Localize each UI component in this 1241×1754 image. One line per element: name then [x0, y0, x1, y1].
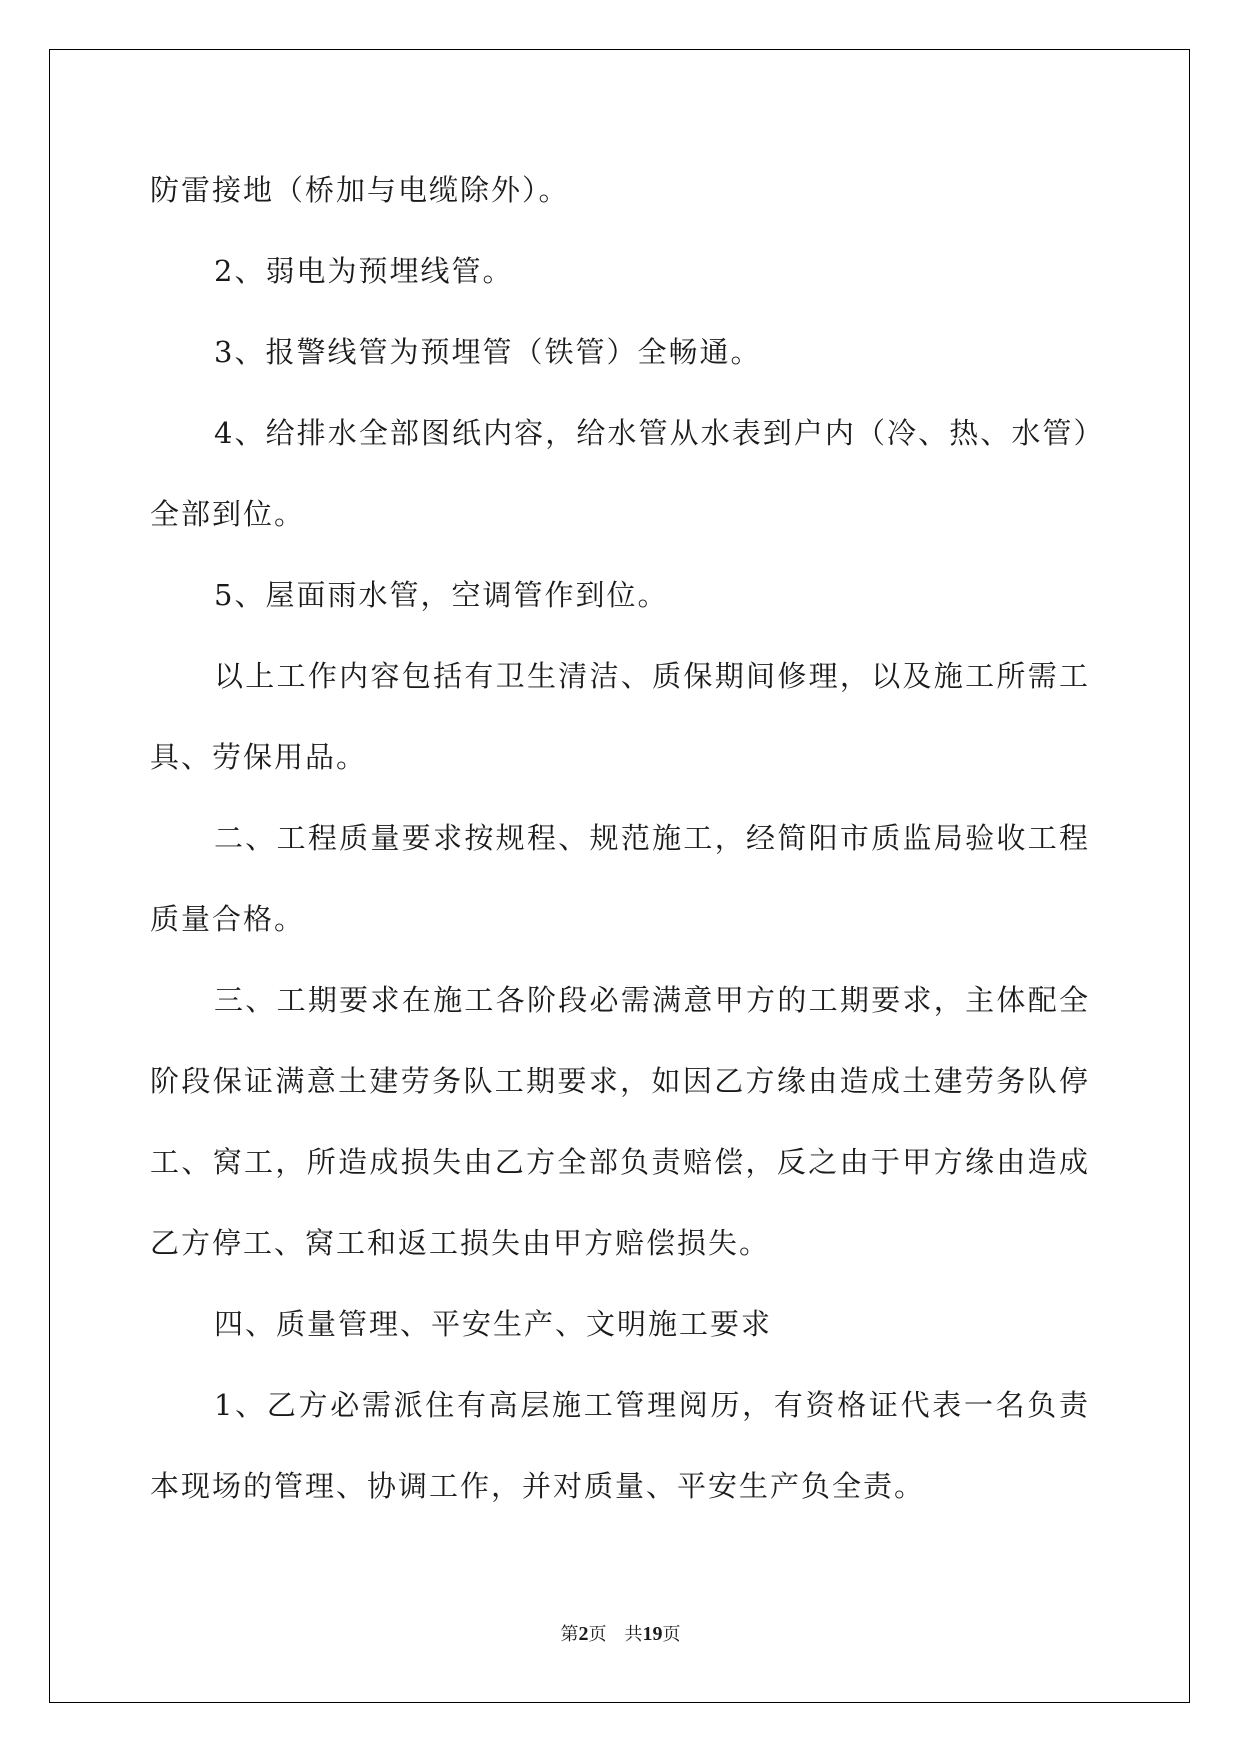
total-prefix: 共	[624, 1624, 643, 1645]
total-pages: 19	[642, 1623, 663, 1645]
paragraph: 2、弱电为预埋线管。	[214, 254, 514, 288]
page-suffix: 页	[588, 1624, 607, 1645]
paragraph: 4、给排水全部图纸内容，给水管从水表到户内（冷、热、水管）全部到位。	[150, 416, 1090, 531]
paragraph: 3、报警线管为预埋管（铁管）全畅通。	[214, 335, 762, 369]
total-suffix: 页	[662, 1624, 681, 1645]
paragraph: 防雷接地（桥加与电缆除外）。	[150, 173, 570, 207]
paragraph: 以上工作内容包括有卫生清洁、质保期间修理，以及施工所需工具、劳保用品。	[150, 659, 1090, 774]
page-prefix: 第	[560, 1624, 579, 1645]
paragraph: 四、质量管理、平安生产、文明施工要求	[214, 1307, 773, 1341]
paragraph: 二、工程质量要求按规程、规范施工，经简阳市质监局验收工程质量合格。	[150, 821, 1090, 936]
document-body	[150, 150, 1090, 1527]
paragraph: 三、工期要求在施工各阶段必需满意甲方的工期要求，主体配全阶段保证满意土建劳务队工期要求，如因乙方缘由造成土建劳务队停工、窝工，所造成损失由乙方全部负责赔偿，反之由于甲方缘由造成乙方停工、窝工和返工损失由甲方赔偿损失。	[150, 983, 1090, 1260]
paragraph: 1、乙方必需派住有高层施工管理阅历，有资格证代表一名负责本现场的管理、协调工作，并对质量、平安生产负全责。	[150, 1388, 1090, 1503]
page-number: 2	[578, 1623, 589, 1645]
page-footer	[0, 1620, 1241, 1646]
paragraph: 5、屋面雨水管，空调管作到位。	[214, 578, 669, 612]
